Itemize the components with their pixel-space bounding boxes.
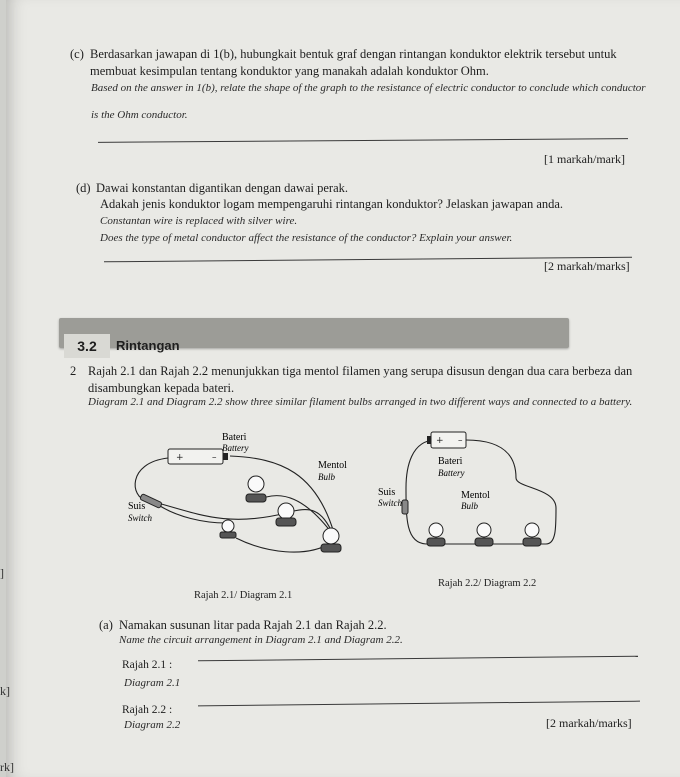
part-c-text-en-2: is the Ohm conductor. xyxy=(91,109,188,121)
question-2-text-en-1: Diagram 2.1 and Diagram 2.2 show three similar filament bulbs arranged in two different ways and connected to a battery. xyxy=(88,396,633,408)
part-d-text-ms-1: Dawai konstantan digantikan dengan dawai perak. xyxy=(96,181,348,195)
d2-switch-en: Switch xyxy=(378,498,402,508)
d1-switch-ms: Suis xyxy=(128,501,146,512)
switch-icon xyxy=(402,500,408,514)
bulb-icon xyxy=(523,523,541,546)
section-title: Rintangan xyxy=(116,338,180,353)
diagram-2-2-caption: Rajah 2.2/ Diagram 2.2 xyxy=(438,578,537,589)
part-d-text-en-2: Does the type of metal conductor affect the resistance of the conductor? Explain your answer. xyxy=(100,232,513,244)
margin-mark: k] xyxy=(0,684,10,698)
answer-1-label-ms: Rajah 2.1 : xyxy=(122,659,173,671)
d1-bulb-en: Bulb xyxy=(318,472,335,482)
worksheet-page xyxy=(6,0,680,777)
part-c-text-en-1: Based on the answer in 1(b), relate the shape of the graph to the resistance of electric conductor to conclude which conductor xyxy=(91,82,646,94)
d2-bulb-ms: Mentol xyxy=(461,490,490,501)
part-c-marks: [1 markah/mark] xyxy=(544,152,625,166)
svg-text:+: + xyxy=(176,453,184,463)
battery-icon xyxy=(427,432,466,448)
wire xyxy=(236,538,331,552)
svg-text:–: – xyxy=(212,453,217,463)
svg-text:+: + xyxy=(436,436,444,446)
part-d-marks: [2 markah/marks] xyxy=(544,259,630,273)
part-a-text-ms: Namakan susunan litar pada Rajah 2.1 dan Rajah 2.2. xyxy=(119,618,387,632)
d1-bulb-ms: Mentol xyxy=(318,460,347,471)
diagram-2-1-caption: Rajah 2.1/ Diagram 2.1 xyxy=(194,590,293,601)
part-c-text-ms-1: Berdasarkan jawapan di 1(b), hubungkait bentuk graf dengan rintangan konduktor elektrik tersebut untuk xyxy=(90,47,617,61)
bulb-icon xyxy=(220,520,236,538)
answer-1-label-en: Diagram 2.1 xyxy=(124,677,181,689)
part-c-label: (c) xyxy=(70,47,84,61)
d1-battery-en: Battery xyxy=(222,443,249,453)
d2-bulb-en: Bulb xyxy=(461,501,478,511)
answer-line-1[interactable] xyxy=(198,656,638,662)
part-d-label: (d) xyxy=(76,181,91,195)
bulb-icon xyxy=(475,523,493,546)
answer-2-label-ms: Rajah 2.2 : xyxy=(122,704,173,716)
d2-battery-ms: Bateri xyxy=(438,456,463,467)
part-d-text-ms-2: Adakah jenis konduktor logam mempengaruhi rintangan konduktor? Jelaskan jawapan anda. xyxy=(100,197,564,211)
bulb-icon xyxy=(276,503,296,526)
question-2-text-ms-2: disambungkan kepada bateri. xyxy=(88,381,235,395)
circuit-diagrams xyxy=(106,418,576,578)
part-a-marks: [2 markah/marks] xyxy=(546,716,632,730)
wire xyxy=(135,458,168,500)
bulb-icon xyxy=(246,476,266,502)
bulb-icon xyxy=(321,528,341,552)
part-a-text-en: Name the circuit arrangement in Diagram 2.1 and Diagram 2.2. xyxy=(119,634,403,646)
d2-switch-ms: Suis xyxy=(378,487,396,498)
d1-battery-ms: Bateri xyxy=(222,432,247,443)
part-d-text-en-1: Constantan wire is replaced with silver wire. xyxy=(100,215,298,227)
wire xyxy=(256,496,334,536)
d2-battery-en: Battery xyxy=(438,468,465,478)
section-number: 3.2 xyxy=(64,334,110,358)
bulb-icon xyxy=(427,523,445,546)
question-2-number: 2 xyxy=(70,364,77,378)
d1-switch-en: Switch xyxy=(128,513,152,523)
answer-line-2[interactable] xyxy=(198,701,640,707)
answer-2-label-en: Diagram 2.2 xyxy=(124,719,181,731)
part-a-label: (a) xyxy=(99,618,113,632)
part-c-text-ms-2: membuat kesimpulan tentang konduktor yang manakah adalah konduktor Ohm. xyxy=(90,64,489,78)
margin-mark: rk] xyxy=(0,760,14,774)
battery-icon xyxy=(168,449,228,464)
svg-text:–: – xyxy=(458,436,463,446)
margin-mark: ] xyxy=(0,566,4,580)
answer-line xyxy=(98,138,628,143)
question-2-text-ms-1: Rajah 2.1 dan Rajah 2.2 menunjukkan tiga mentol filamen yang serupa disusun dengan dua cara berbeza dan xyxy=(88,364,633,378)
